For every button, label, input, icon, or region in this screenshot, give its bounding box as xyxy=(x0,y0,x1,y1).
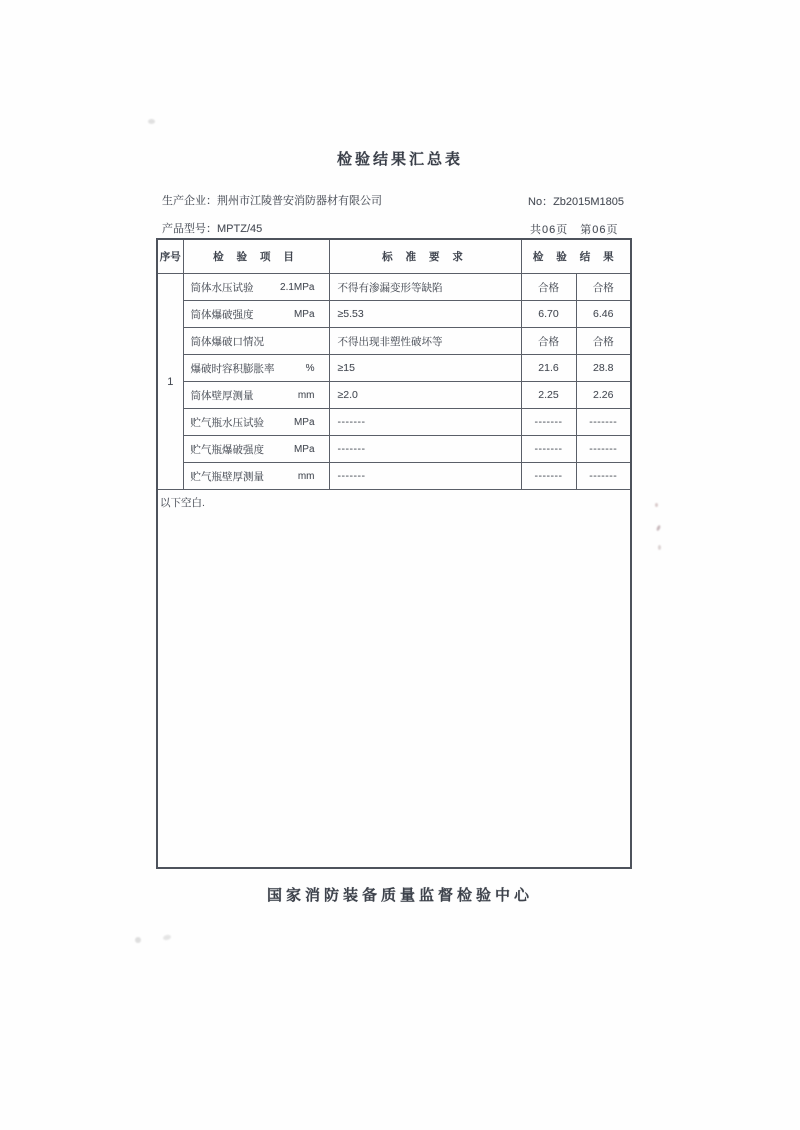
item-name: 贮气瓶壁厚测量 xyxy=(190,470,264,483)
result-cell-2: ------- xyxy=(576,409,631,436)
result-cell-2: 合格 xyxy=(576,328,631,355)
result-cell-2: ------- xyxy=(576,463,631,490)
blank-note-cell: 以下空白. xyxy=(157,490,631,869)
table-row xyxy=(157,274,631,301)
result-cell-1: 合格 xyxy=(521,328,576,355)
standard-cell: 不得出现非塑性破坏等 xyxy=(329,328,521,355)
standard-cell: ≥15 xyxy=(329,355,521,382)
item-name: 贮气瓶爆破强度 xyxy=(190,443,264,456)
scan-artifact xyxy=(656,525,661,532)
table-row xyxy=(157,355,631,382)
item-cell xyxy=(183,382,329,409)
blank-section-row xyxy=(157,490,631,869)
scan-artifact xyxy=(135,937,141,943)
result-cell-2: 28.8 xyxy=(576,355,631,382)
page-title: 检验结果汇总表 xyxy=(336,151,463,168)
item-name: 筒体爆破口情况 xyxy=(190,335,264,348)
scan-artifact xyxy=(658,545,661,550)
result-cell-1: 合格 xyxy=(521,274,576,301)
result-cell-2: 2.26 xyxy=(576,382,631,409)
model-line xyxy=(162,220,262,236)
standard-cell: ------- xyxy=(329,436,521,463)
page-count: 共06页 第06页 xyxy=(530,224,619,236)
item-unit: MPa xyxy=(293,308,315,320)
standard-cell: ≥2.0 xyxy=(329,382,521,409)
result-cell-2: ------- xyxy=(576,436,631,463)
item-name: 筒体壁厚测量 xyxy=(190,389,254,402)
scan-artifact xyxy=(148,119,155,124)
table-header-row xyxy=(157,239,631,274)
item-cell xyxy=(183,409,329,436)
producer-label: 生产企业： xyxy=(162,195,217,207)
table-row xyxy=(157,436,631,463)
item-cell xyxy=(183,328,329,355)
report-number-line xyxy=(528,193,624,209)
result-cell-1: 21.6 xyxy=(521,355,576,382)
item-cell xyxy=(183,274,329,301)
standard-cell: ------- xyxy=(329,409,521,436)
scan-artifact xyxy=(655,503,658,507)
item-name: 筒体水压试验 xyxy=(190,281,254,294)
standard-cell: 不得有渗漏变形等缺陷 xyxy=(329,274,521,301)
producer-value: 荆州市江陵普安消防器材有限公司 xyxy=(217,195,382,207)
item-unit: mm xyxy=(297,389,315,401)
table-row xyxy=(157,463,631,490)
result-cell-1: 2.25 xyxy=(521,382,576,409)
item-unit: MPa xyxy=(293,416,315,428)
item-unit: mm xyxy=(297,470,315,482)
result-cell-1: ------- xyxy=(521,436,576,463)
result-cell-2: 合格 xyxy=(576,274,631,301)
table-row xyxy=(157,301,631,328)
report-number-label: No： xyxy=(528,196,554,208)
item-cell xyxy=(183,301,329,328)
table-row xyxy=(157,382,631,409)
report-number-value: Zb2015M1805 xyxy=(553,196,625,208)
issuing-authority: 国家消防装备质量监督检验中心 xyxy=(266,887,533,904)
item-cell xyxy=(183,355,329,382)
item-unit: MPa xyxy=(293,443,315,455)
header-seq: 序号 xyxy=(157,239,183,274)
producer-line xyxy=(162,192,382,208)
serial-number-cell: 1 xyxy=(157,274,183,490)
result-cell-1: ------- xyxy=(521,463,576,490)
header-standard: 标 准 要 求 xyxy=(329,239,521,274)
result-cell-2: 6.46 xyxy=(576,301,631,328)
header-result: 检 验 结 果 xyxy=(521,239,631,274)
result-cell-1: 6.70 xyxy=(521,301,576,328)
item-cell xyxy=(183,436,329,463)
table-row xyxy=(157,409,631,436)
item-name: 贮气瓶水压试验 xyxy=(190,416,264,429)
item-cell xyxy=(183,463,329,490)
inspection-results-table xyxy=(156,238,632,869)
item-unit: 2.1MPa xyxy=(280,281,315,293)
header-item: 检 验 项 目 xyxy=(183,239,329,274)
item-name: 爆破时容积膨胀率 xyxy=(190,362,275,375)
standard-cell: ≥5.53 xyxy=(329,301,521,328)
item-unit: % xyxy=(305,362,315,374)
result-cell-1: ------- xyxy=(521,409,576,436)
standard-cell: ------- xyxy=(329,463,521,490)
table-row xyxy=(157,328,631,355)
model-value: MPTZ/45 xyxy=(217,223,263,235)
item-name: 筒体爆破强度 xyxy=(190,308,254,321)
model-label: 产品型号： xyxy=(162,223,217,235)
scan-artifact xyxy=(162,934,171,941)
